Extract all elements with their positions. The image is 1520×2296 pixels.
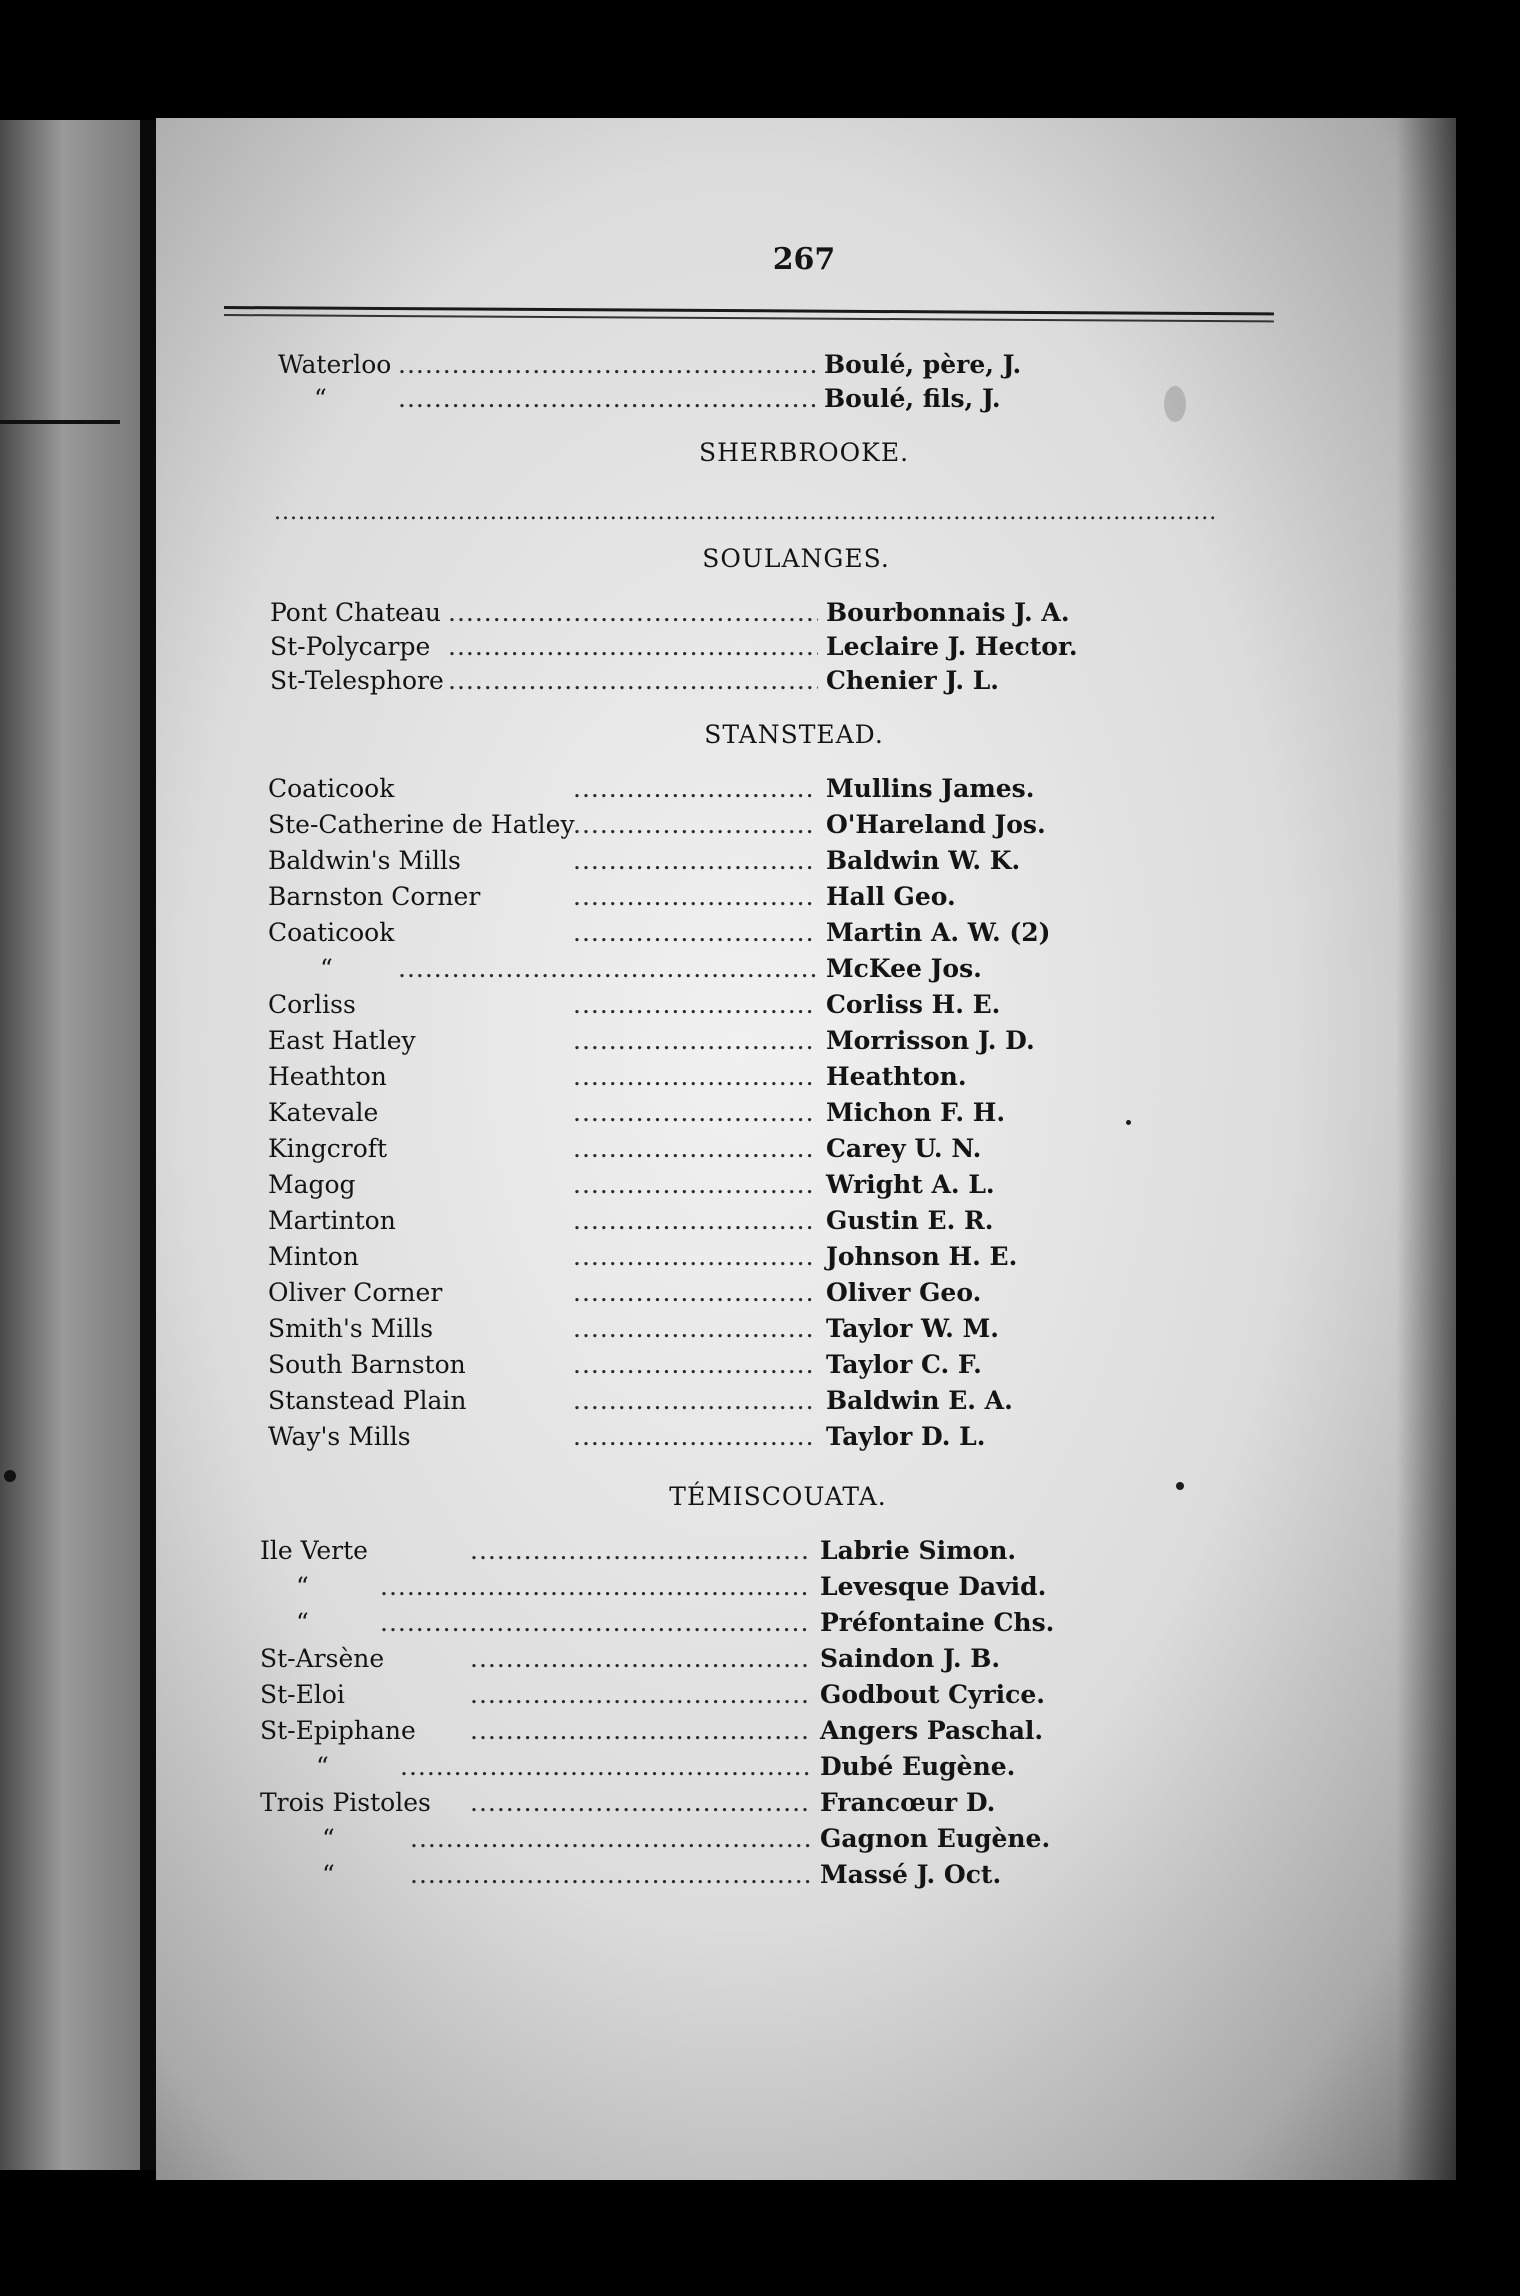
- place-name: Magog: [268, 1170, 356, 1199]
- person-name: Morrisson J. D.: [826, 1026, 1035, 1055]
- list-item: [268, 1386, 1188, 1420]
- list-item: [268, 882, 1188, 916]
- list-item: [268, 1206, 1188, 1240]
- list-item: [260, 1860, 1180, 1894]
- person-name: McKee Jos.: [826, 954, 982, 983]
- dot-leader: [410, 1860, 810, 1889]
- person-name: O'Hareland Jos.: [826, 810, 1046, 839]
- place-name: Oliver Corner: [268, 1278, 443, 1307]
- place-name: Baldwin's Mills: [268, 846, 461, 875]
- dot-leader: [573, 1098, 816, 1127]
- person-name: Saindon J. B.: [820, 1644, 1001, 1673]
- list-item: [268, 1278, 1188, 1312]
- person-name: Préfontaine Chs.: [820, 1608, 1055, 1637]
- list-item: [268, 1242, 1188, 1276]
- place-name: “: [316, 1752, 329, 1781]
- person-name: Boulé, père, J.: [824, 350, 1022, 379]
- list-item: [278, 384, 1178, 418]
- dot-leader: [573, 774, 816, 803]
- place-name: Katevale: [268, 1098, 379, 1127]
- list-item: [268, 1422, 1188, 1456]
- list-item: [268, 1350, 1188, 1384]
- place-name: “: [314, 384, 327, 413]
- place-name: St-Telesphore: [270, 666, 444, 695]
- list-item: [260, 1680, 1180, 1714]
- person-name: Francœur D.: [820, 1788, 996, 1817]
- person-name: Hall Geo.: [826, 882, 956, 911]
- list-item: [268, 1062, 1188, 1096]
- dot-leader: [573, 1026, 816, 1055]
- place-name: Coaticook: [268, 774, 395, 803]
- list-item: [270, 666, 1190, 700]
- list-item: [260, 1716, 1180, 1750]
- dot-leader: [380, 1572, 810, 1601]
- dot-leader: [573, 990, 816, 1019]
- section-heading: STANSTEAD.: [704, 720, 884, 749]
- ink-speck: [1176, 1482, 1184, 1490]
- facing-page-mark: [4, 1470, 16, 1482]
- person-name: Godbout Cyrice.: [820, 1680, 1046, 1709]
- person-name: Leclaire J. Hector.: [826, 632, 1078, 661]
- list-item: [260, 1608, 1180, 1642]
- place-name: “: [322, 1860, 335, 1889]
- person-name: Martin A. W. (2): [826, 918, 1051, 947]
- person-name: Massé J. Oct.: [820, 1860, 1002, 1889]
- place-name: Pont Chateau: [270, 598, 441, 627]
- dot-leader: [573, 882, 816, 911]
- place-name: Waterloo: [278, 350, 392, 379]
- list-item: [268, 846, 1188, 880]
- place-name: “: [320, 954, 333, 983]
- blank-dotted-line: [274, 500, 1214, 528]
- list-item: [268, 1134, 1188, 1168]
- list-item: [260, 1752, 1180, 1786]
- list-item: [278, 350, 1178, 384]
- dot-leader: [470, 1788, 810, 1817]
- facing-page-rule: [0, 420, 120, 424]
- list-item: [268, 810, 1188, 844]
- list-item: [268, 990, 1188, 1024]
- person-name: Corliss H. E.: [826, 990, 1001, 1019]
- place-name: “: [322, 1824, 335, 1853]
- list-item: [268, 918, 1188, 952]
- place-name: Coaticook: [268, 918, 395, 947]
- dot-leader: [448, 598, 818, 627]
- place-name: Ste-Catherine de Hatley: [268, 810, 575, 839]
- place-name: “: [296, 1572, 309, 1601]
- person-name: Levesque David.: [820, 1572, 1047, 1601]
- dot-leader: [573, 1242, 816, 1271]
- person-name: Bourbonnais J. A.: [826, 598, 1070, 627]
- dot-leader: [398, 350, 818, 379]
- dot-leader: [573, 1386, 816, 1415]
- person-name: Dubé Eugène.: [820, 1752, 1016, 1781]
- person-name: Taylor D. L.: [826, 1422, 986, 1451]
- person-name: Johnson H. E.: [826, 1242, 1018, 1271]
- place-name: Kingcroft: [268, 1134, 388, 1163]
- person-name: Gustin E. R.: [826, 1206, 994, 1235]
- dot-leader: [573, 1062, 816, 1091]
- directory-page: [156, 118, 1456, 2180]
- list-item: [260, 1572, 1180, 1606]
- list-item: [260, 1824, 1180, 1858]
- place-name: St-Polycarpe: [270, 632, 431, 661]
- dot-leader: [573, 1314, 816, 1343]
- list-item: [260, 1644, 1180, 1678]
- ink-speck: [1126, 1120, 1131, 1125]
- page-shadow: [1396, 118, 1456, 2180]
- header-rule-thin: [224, 314, 1274, 322]
- dot-leader: [380, 1608, 810, 1637]
- list-item: [268, 1170, 1188, 1204]
- place-name: “: [296, 1608, 309, 1637]
- place-name: Barnston Corner: [268, 882, 481, 911]
- dot-leader: [573, 846, 816, 875]
- dot-leader: [573, 1206, 816, 1235]
- person-name: Carey U. N.: [826, 1134, 982, 1163]
- list-item: [268, 774, 1188, 808]
- dot-leader: [573, 1134, 816, 1163]
- section-heading: SOULANGES.: [702, 544, 890, 573]
- dot-leader: [398, 384, 818, 413]
- person-name: Gagnon Eugène.: [820, 1824, 1051, 1853]
- dot-leader: [410, 1824, 810, 1853]
- place-name: Stanstead Plain: [268, 1386, 467, 1415]
- page-number: 267: [772, 242, 836, 277]
- person-name: Wright A. L.: [826, 1170, 995, 1199]
- list-item: [268, 1314, 1188, 1348]
- place-name: East Hatley: [268, 1026, 416, 1055]
- person-name: Taylor W. M.: [826, 1314, 999, 1343]
- list-item: [268, 954, 1188, 988]
- dot-leader: [470, 1644, 810, 1673]
- dot-leader: [573, 918, 816, 947]
- list-item: [270, 598, 1190, 632]
- dot-leader: [470, 1716, 810, 1745]
- person-name: Oliver Geo.: [826, 1278, 982, 1307]
- dot-leader: [573, 810, 816, 839]
- dot-leader: [398, 954, 816, 983]
- place-name: Ile Verte: [260, 1536, 368, 1565]
- person-name: Michon F. H.: [826, 1098, 1006, 1127]
- dot-leader: [470, 1536, 810, 1565]
- person-name: Mullins James.: [826, 774, 1035, 803]
- place-name: St-Arsène: [260, 1644, 385, 1673]
- person-name: Labrie Simon.: [820, 1536, 1017, 1565]
- person-name: Baldwin E. A.: [826, 1386, 1013, 1415]
- dot-leader: [573, 1350, 816, 1379]
- list-item: [260, 1536, 1180, 1570]
- place-name: Minton: [268, 1242, 359, 1271]
- person-name: Angers Paschal.: [820, 1716, 1044, 1745]
- place-name: Smith's Mills: [268, 1314, 434, 1343]
- place-name: Corliss: [268, 990, 356, 1019]
- section-heading: TÉMISCOUATA.: [669, 1482, 887, 1511]
- dot-leader: [573, 1170, 816, 1199]
- place-name: St-Eloi: [260, 1680, 345, 1709]
- person-name: Heathton.: [826, 1062, 967, 1091]
- dot-leader: [573, 1278, 816, 1307]
- section-heading: SHERBROOKE.: [698, 438, 910, 467]
- place-name: Way's Mills: [268, 1422, 411, 1451]
- list-item: [268, 1098, 1188, 1132]
- place-name: Trois Pistoles: [260, 1788, 431, 1817]
- dot-leader: [448, 632, 818, 661]
- person-name: Baldwin W. K.: [826, 846, 1021, 875]
- book-gutter: [140, 120, 156, 2170]
- person-name: Boulé, fils, J.: [824, 384, 1001, 413]
- list-item: [268, 1026, 1188, 1060]
- place-name: St-Epiphane: [260, 1716, 416, 1745]
- list-item: [260, 1788, 1180, 1822]
- place-name: South Barnston: [268, 1350, 466, 1379]
- facing-page-edge: [0, 120, 140, 2170]
- person-name: Chenier J. L.: [826, 666, 1000, 695]
- dot-leader: [400, 1752, 810, 1781]
- dot-leader: [448, 666, 818, 695]
- place-name: Heathton: [268, 1062, 387, 1091]
- dot-leader: [573, 1422, 816, 1451]
- place-name: Martinton: [268, 1206, 396, 1235]
- dot-leader: [470, 1680, 810, 1709]
- list-item: [270, 632, 1190, 666]
- person-name: Taylor C. F.: [826, 1350, 982, 1379]
